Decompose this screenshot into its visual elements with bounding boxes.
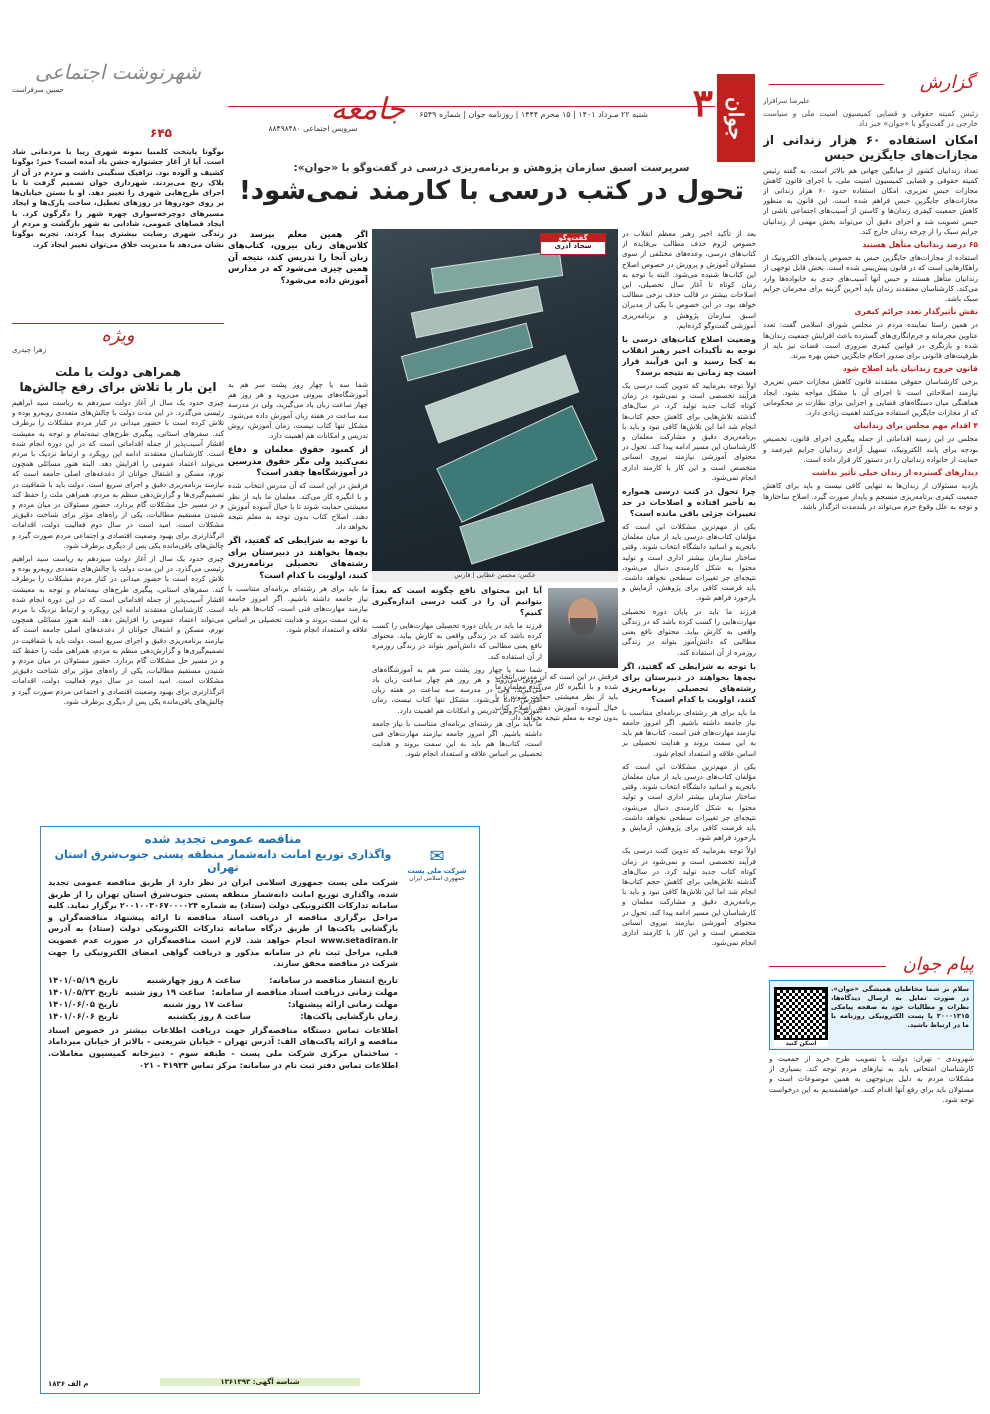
schedule-date: تاریخ ۱۴۰۱/۰۶/۰۵: [48, 998, 119, 1009]
messages-box-text: سلام بر شما مخاطبان همیشگی «جوان». در صورت تمایل به ارسال دیدگاه‌ها، نظرات و مطالبات خود به صفحه پیامکی ۳۰۰۰۱۳۱۵ یا پست الکترونیکی روزنامه با ما در ارتباط باشید.: [831, 985, 969, 1029]
report-headline[interactable]: امکان استفاده ۶۰ هزار زندانی از مجازات‌های جایگزین حبس: [763, 132, 978, 162]
logo-sub-text: جمهوری اسلامی ایران: [409, 875, 465, 882]
report-subhead: دیدارهای گسترده از زندان خیلی تأثیر نداشت: [811, 468, 978, 478]
schedule-time: ساعت ۱۷ روز شنبه: [163, 998, 244, 1009]
schedule-time: ساعت ۸ روز یکشنبه: [167, 1010, 251, 1021]
report-label: گزارش: [919, 72, 974, 93]
answer: فرزند ما باید در پایان دوره تحصیلی مهارت‌هایی را کسب کرده باشد که در زندگی واقعی به کارش بیاید. محتوای نافع یعنی مطالبی که دانش‌آموز بتواند در زندگی روزمره از آن استفاده کند.: [622, 606, 756, 657]
question: از کمبود حقوق معلمان و دفاع نمی‌کنید ولی مگر حقوق مدرسین در آموزشگاه‌ها چقدر است؟: [228, 444, 368, 478]
messages-rule: [769, 966, 886, 967]
note-paragraph: چیزی حدود یک سال از آغاز دولت سیزدهم به ریاست سید ابراهیم رئیسی می‌گذرد. در این مدت دولت با چالش‌های متعددی روبه‌رو بوده و تلاش کرده است با حضور میدانی در کنار مردم مشکلات را برطرف کند. سفرهای استانی، پیگیری طرح‌های نیمه‌تمام و توجه به معیشت اقشار آسیب‌پذیر از جمله اقداماتی است که در این دوره انجام شده است. کارشناسان معتقدند ادامه این رویکرد و ارتباط نزدیک با مردم می‌تواند اعتماد عمومی را افزایش دهد. البته هنوز مسائلی همچون تورم، مسکن و اشتغال جوانان از دغدغه‌های اصلی جامعه است که نیازمند برنامه‌ریزی دقیق و اجرای سریع است. دولت باید با شفافیت در تصمیم‌گیری‌ها و گزارش‌دهی منظم به مردم، همراهی ملت را حفظ کند و در مسیر حل مشکلات گام بردارد. حضور مسئولان در میان مردم و شنیدن مستقیم مطالبات، یکی از راه‌های مؤثر برای شناخت دقیق‌تر مشکلات است. امید است در سال دوم فعالیت دولت، اقدامات اثرگذارتری برای بهبود وضعیت اقتصادی و اجتماعی مردم صورت گیرد و چالش‌های باقی‌مانده یکی پس از دیگری برطرف شود.: [12, 554, 224, 706]
note-logo: ویژه: [101, 325, 135, 346]
report-paragraph: استفاده از مجازات‌های جایگزین حبس به خصوص پابندهای الکترونیک از راهکارهایی است که در قانون پیش‌بینی شده است. بخش قابل توجهی از زندانیان متأهل هستند و حبس آنها آسیب‌های جدی به خانواده‌ها وارد می‌کند. کارشناسان معتقدند زندان باید آخرین گزینه برای مجرمان جرایم سبک باشد.: [763, 253, 978, 304]
answer: ما باید برای هر رشته‌ای برنامه‌ای متناسب با نیاز جامعه داشته باشیم. اگر امروز جامعه نیازمند مهارت‌های فنی است، کتاب‌ها هم باید به این سمت بروند و هدایت تحصیلی بر اساس علاقه و استعداد انجام شود.: [622, 707, 756, 758]
book-shape: [431, 250, 563, 294]
answer: شما سه یا چهار روز پشت سر هم به آموزشگاه‌های بیرونی می‌روید و هر روز هم چهار ساعت زبان یاد می‌گیرید، ولی در مدرسه سه ساعت در هفته زبان آموزش داده می‌شود. مشکل تنها کتاب نیست، زمان آموزش، روش تدریس و امکانات هم اهمیت دارد.: [228, 380, 368, 441]
reader-messages-title: [769, 954, 974, 978]
tender-schedule-row: [48, 998, 398, 1010]
note-headline[interactable]: همراهی دولت با ملت این بار با تلاش برای رفع چالش‌ها: [19, 365, 217, 394]
note-author: زهرا چیذری: [12, 346, 47, 354]
schedule-label: زمان بازگشایی پاکت‌ها:: [300, 1010, 398, 1021]
report-subhead: ۴ اقدام مهم مجلس برای زندانیان: [853, 421, 978, 431]
tender-body: شرکت ملی پست جمهوری اسلامی ایران در نظر دارد از طریق مناقصه عمومی تجدید شده، واگذاری توزیع امانت دانه‌شمار منطقه پستی جنوب‌شرق استان تهران را از طریق سامانه تدارکات الکترونیکی دولت (ستاد) به شماره ۲۰۰۱۰۰۳۰۶۷۰۰۰۰۲۴ برگزار نماید. کلیه مراحل برگزاری مناقصه از دریافت اسناد مناقصه تا ارائه پیشنهاد مناقصه‌گران و بازگشایی پاکت‌ها از طریق درگاه سامانه تدارکات الکترونیکی دولت (ستاد) به آدرس www.setadiran.ir انجام خواهد شد. لازم است مناقصه‌گران در صورت عدم عضویت قبلی، مراحل ثبت نام در سامانه مذکور و دریافت گواهی امضای الکترونیکی را جهت شرکت در مناقصه محقق سازند.: [48, 878, 398, 969]
answer: ما باید برای هر رشته‌ای برنامه‌ای متناسب با نیاز جامعه داشته باشیم. اگر امروز جامعه نیازمند مهارت‌های فنی است، کتاب‌ها هم باید به این سمت بروند و هدایت تحصیلی بر اساس علاقه و استعداد انجام شود.: [372, 718, 542, 759]
portrait-beard: [570, 618, 596, 636]
left-sms-paragraph: بوگوتا پایتخت کلمبیا نمونه شهری زیبا با مردمانی شاد است. آیا از آغاز جشنواره جشن یاد آمده است؟ خیر؛ بوگوتا کشیف و آلوده بود. ترافیک سنگینی داشت و مردم در آن از پلاک رنج می‌بردند. شهرداری جوان تصمیم گرفت تا با اجرای طرح‌هایی شهری را تغییر دهد. او با بستن خیابان‌ها بر روی خودروها در روزهای تعطیل، ساخت پارک‌ها و ایجاد مسیرهای دوچرخه‌سواری چهره شهر را دگرگون کرد. با ایجاد فضاهای عمومی، شادابی به شهر بازگشت و مردم از زندگی شهری رضایت بیشتری پیدا کردند. تجربه بوگوتا نشان می‌دهد با مدیریت خلاق می‌توان تغییر ایجاد کرد.: [12, 147, 224, 249]
schedule-date: تاریخ ۱۴۰۱/۰۵/۲۲: [48, 986, 119, 997]
report-paragraph: مجلس در این زمینه اقداماتی از جمله پیگیری اجرای قانون، تخصیص بودجه برای پابند الکترونیک، تسهیل آزادی زندانیان جرایم غیرعمد و حمایت از خانواده زندانیان را در دستور کار قرار داده است.: [763, 434, 978, 464]
question: با توجه به شرایطی که گفتید، اگر بچه‌ها بخواهند در دبیرستان برای رشته‌های تحصیلی برنامه‌ریزی کنند، اولویت با کدام است؟: [622, 661, 756, 704]
reader-message-body: [769, 1054, 974, 1224]
answer: یکی از مهم‌ترین مشکلات این است که مؤلفان کتاب‌های درسی باید از میان معلمان باتجربه و اساتید دانشگاه انتخاب شوند. وقتی ساختار سازمان بیشتر اداری است و تولید محتوا به شکل کارمندی دنبال می‌شود، نتیجه‌ای جز تغییرات سطحی نخواهد داشت. باید فرصت کافی برای پژوهش، آزمایش و بازخورد فراهم شود.: [622, 761, 756, 843]
schedule-label: تاریخ انتشار مناقصه در سامانه:: [269, 974, 398, 985]
left-column-title: [12, 60, 224, 100]
article-headline[interactable]: تحول در کتب درسی با کارمند نمی‌شود!: [238, 176, 745, 206]
question: آیا این محتوای نافع چگونه است که بعداً بتوانیم آن را در کتب درسی اندازه‌گیری کنیم؟: [372, 586, 542, 617]
qr-code-icon[interactable]: [774, 987, 828, 1041]
reader-message: شهروندی - تهران: دولت با تصویب طرح خرید از جمعیت و کارشناسان امتحانی باید به نیازهای مردم توجه کند. بسیاری از مشکلات مردم به دلیل بی‌توجهی به همین موضوعات است و مسئولان باید برای رفع آنها اقدام کنند. خواهشمندیم به این درخواست توجه شود.: [769, 1054, 974, 1104]
answer: فرقش در این است که آن مدرس انتخاب شده و با انگیزه کار می‌کند. معلمان ما باید از نظر معیشتی حمایت شوند تا با خیال آسوده آموزش دهند. اصلاح کتاب بدون توجه به معلم نتیجه نخواهد داد.: [495, 672, 618, 722]
report-tag: [769, 72, 974, 94]
answer: اولاً توجه بفرمایید که تدوین کتب درسی یک فرآیند تخصصی است و نمی‌شود در زمان کوتاه کتاب جدید تولید کرد. در سال‌های گذشته تلاش‌هایی برای کاهش حجم کتاب‌ها انجام شد اما این تلاش‌ها کافی نبود و باید با برنامه‌ریزی دقیق و مشارکت معلمان و کارشناسان این مسیر ادامه پیدا کند. تحول در محتوای آموزشی نیازمند نیروی انسانی متخصص است و این کار با کارمند اداری انجام نمی‌شود.: [622, 381, 756, 482]
report-author: علیرضا سرافراز: [763, 97, 810, 105]
report-subhead: قانون خروج زندانیان باید اصلاح شود: [842, 364, 978, 374]
note-title: [12, 325, 224, 365]
item-number: ۶۴۵: [150, 126, 172, 140]
schedule-time: ساعت ۱۹ روز شنبه: [124, 986, 205, 997]
reader-messages-box: [769, 980, 974, 1050]
schedule-label: مهلت زمانی ارائه پیشنهاد:: [287, 998, 398, 1009]
report-rule: [769, 84, 884, 85]
report-subhead: نقش تأثیرگذار تعدد جرائم کیفری: [854, 307, 978, 317]
tender-footer: اطلاعات تماس دستگاه مناقصه‌گزار جهت دریافت اطلاعات بیشتر در خصوص اسناد مناقصه و ارائه پاکت‌های الف: آدرس تهران - خیابان شریعتی - بالاتر از خیابان میرداماد - ساختمان مرکزی شرکت ملی پست - طبقه سوم - دبیرخانه کمیسیون معاملات. اطلاعات تماس دفتر ثبت نام در سامانه: مرکز تماس ۴۱۹۳۴ - ۰۲۱: [48, 1024, 398, 1070]
tender-title: مناقصه عمومی تجدید شده: [144, 832, 302, 846]
note-paragraph: چیزی حدود یک سال از آغاز دولت سیزدهم به ریاست سید ابراهیم رئیسی می‌گذرد. در این مدت دولت با چالش‌های متعددی روبه‌رو بوده و تلاش کرده است با حضور میدانی در کنار مردم مشکلات را برطرف کند. سفرهای استانی، پیگیری طرح‌های نیمه‌تمام و توجه به معیشت اقشار آسیب‌پذیر از جمله اقداماتی است که در این دوره انجام شده است. کارشناسان معتقدند ادامه این رویکرد و ارتباط نزدیک با مردم می‌تواند اعتماد عمومی را افزایش دهد. البته هنوز مسائلی همچون تورم، مسکن و اشتغال جوانان از دغدغه‌های اصلی جامعه است که نیازمند برنامه‌ریزی دقیق و اجرای سریع است. دولت باید با شفافیت در تصمیم‌گیری‌ها و گزارش‌دهی منظم به مردم، همراهی ملت را حفظ کند و در مسیر حل مشکلات گام بردارد. حضور مسئولان در میان مردم و شنیدن مستقیم مطالبات، یکی از راه‌های مؤثر برای شناخت دقیق‌تر مشکلات است. امید است در سال دوم فعالیت دولت، اقدامات اثرگذارتری برای بهبود وضعیت اقتصادی و اجتماعی مردم صورت گیرد و چالش‌های باقی‌مانده یکی پس از دیگری برطرف شود.: [12, 398, 224, 550]
left-sms-text: [12, 147, 224, 323]
page-number: ۳: [692, 80, 713, 125]
interview-tag: [540, 233, 606, 255]
answer: ما باید برای هر رشته‌ای برنامه‌ای متناسب با نیاز جامعه داشته باشیم. اگر امروز جامعه نیازمند مهارت‌های فنی است، کتاب‌ها هم باید به این سمت بروند و هدایت تحصیلی بر اساس علاقه و استعداد انجام شود.: [228, 584, 368, 634]
report-paragraph: برخی کارشناسان حقوقی معتقدند قانون کاهش مجازات حبس تعزیری نیازمند اصلاحاتی است تا اجرای آن با مشکل مواجه نشود. ایجاد هماهنگی میان دستگاه‌های قضایی و اجرایی برای نظارت بر محکومانی که از مجازات جایگزین استفاده می‌کنند اهمیت زیادی دارد.: [763, 377, 978, 418]
masthead-rule: [228, 106, 715, 107]
article-column-1: [622, 229, 756, 1339]
newspaper-logo[interactable]: جوان: [717, 74, 755, 162]
post-logo-icon: ✉: [429, 846, 445, 867]
note-body: [12, 398, 224, 822]
question: اگر همین معلم بپرسد در کلاس‌های زبان بیرون، کتاب‌های زبان آنجا را تدریس کند، نتیجه آن همین چیزی می‌شود که در مدارس آموزش داده می‌شود؟: [228, 229, 368, 285]
question: با توجه به شرایطی که گفتید، اگر بچه‌ها بخواهند در دبیرستان برای رشته‌های تحصیلی برنامه‌ریزی کنند، اولویت با کدام است؟: [228, 535, 368, 580]
schedule-time: ساعت ۸ روز چهارشنبه: [146, 974, 241, 985]
tender-schedule-row: [48, 974, 398, 986]
section-title: جامعه: [330, 92, 405, 127]
answer: شما سه یا چهار روز پشت سر هم به آموزشگاه‌های بیرونی می‌روید و هر روز هم چهار ساعت زبان یاد می‌گیرید، ولی در مدرسه سه ساعت در هفته زبان آموزش داده می‌شود. مشکل تنها کتاب نیست، زمان آموزش، روش تدریس و امکانات هم اهمیت دارد.: [372, 664, 542, 715]
interviewee-portrait: [548, 588, 618, 668]
report-subhead: ۶۵ درصد زندانیان متأهل هستند: [862, 240, 978, 250]
interview-label: گفت‌وگو: [541, 234, 605, 242]
schedule-date: تاریخ ۱۴۰۱/۰۵/۱۹: [48, 974, 119, 985]
tender-ad-content: [48, 832, 398, 1387]
answer: فرزند ما باید در پایان دوره تحصیلی مهارت‌هایی را کسب کرده باشد که در زندگی واقعی به کارش بیاید. محتوای نافع یعنی مطالبی که دانش‌آموز بتواند در زندگی روزمره از آن استفاده کند.: [372, 621, 542, 661]
report-paragraph: در همین راستا نماینده مردم در مجلس شورای اسلامی گفت: تعدد عناوین مجرمانه و جرم‌انگاری‌های گسترده باعث افزایش جمعیت زندان‌ها شده و بازنگری در قوانین کیفری ضروری است. قضات نیز باید از ظرفیت‌های قانونی برای صدور احکام جایگزین حبس بهره ببرند.: [763, 320, 978, 361]
schedule-date: تاریخ ۱۴۰۱/۰۶/۰۶: [48, 1010, 119, 1021]
qr-label: اسکن کنید: [774, 1040, 828, 1047]
desk-info: سرویس اجتماعی ۸۸۴۹۸۴۸۰: [268, 124, 358, 133]
article-column-3: [228, 229, 368, 379]
report-lead: رئیس کمیته حقوقی و قضایی کمیسیون امنیت ملی و سیاست خارجی در گفت‌وگو با «جوان» خبر داد: [763, 109, 978, 129]
report-paragraph: تعداد زندانیان کشور از میانگین جهانی هم بالاتر است. به گفته رئیس کمیته حقوقی و قضایی کمیسیون امنیت ملی، با اجرای قانون کاهش مجازات حبس تعزیری، امکان استفاده حدود ۶۰ هزار زندانی از مجازات‌های جایگزین حبس فراهم شده است. این قانون به منظور کاهش جمعیت کیفری زندان‌ها و کاستن از آسیب‌های اجتماعی ناشی از حبس تصویب شد و اجرای دقیق آن می‌تواند بخش مهمی از زندانیان جرایم سبک را از چرخه زندان خارج کند.: [763, 165, 978, 236]
left-section-logo: شهرنوشت اجتماعی: [35, 60, 201, 84]
notice-code: م الف ۱۸۳۶: [48, 1380, 89, 1388]
answer: اولاً توجه بفرمایید که تدوین کتب درسی یک فرآیند تخصصی است و نمی‌شود در زمان کوتاه کتاب جدید تولید کرد. در سال‌های گذشته تلاش‌هایی برای کاهش حجم کتاب‌ها انجام شد اما این تلاش‌ها کافی نبود و باید با برنامه‌ریزی دقیق و مشارکت معلمان و کارشناسان این مسیر ادامه پیدا کند. تحول در محتوای آموزشی نیازمند نیروی انسانی متخصص است و این کار با کارمند اداری انجام نمی‌شود.: [622, 846, 756, 948]
left-divider: [12, 323, 224, 324]
answer: فرقش در این است که آن مدرس انتخاب شده و با انگیزه کار می‌کند. معلمان ما باید از نظر معیشتی حمایت شوند تا با خیال آسوده آموزش دهند. اصلاح کتاب بدون توجه به معلم نتیجه نخواهد داد.: [228, 481, 368, 532]
textbooks-photo: [372, 229, 618, 571]
schedule-label: مهلت زمانی دریافت اسناد مناقصه از سامانه:: [211, 986, 398, 997]
messages-label: پیام جوان: [902, 954, 974, 975]
post-company-logo: [404, 846, 470, 890]
tender-schedule-row: [48, 1010, 398, 1022]
article-column-3-body: [228, 380, 368, 830]
photo-credit: عکس: محسن عطایی | فارس: [372, 571, 618, 582]
masthead: [228, 74, 755, 166]
answer: یکی از مهم‌ترین مشکلات این است که مؤلفان کتاب‌های درسی باید از میان معلمان باتجربه و اساتید دانشگاه انتخاب شوند. وقتی ساختار سازمان بیشتر اداری است و تولید محتوا به شکل کارمندی دنبال می‌شود، نتیجه‌ای جز تغییرات سطحی نخواهد داشت. باید فرصت کافی برای پژوهش، آزمایش و بازخورد فراهم شود.: [622, 522, 756, 603]
report-paragraph: بازدید مسئولان از زندان‌ها به تنهایی کافی نیست و باید برای کاهش جمعیت کیفری برنامه‌ریزی منسجم و پایدار صورت گیرد. اصلاح ساختارها و توجه به علل وقوع جرم می‌تواند در بلندمدت اثرگذار باشد.: [763, 481, 978, 511]
article-kicker: سرپرست اسبق سازمان پژوهش و برنامه‌ریزی درسی در گفت‌وگو با «جوان»:: [293, 162, 690, 174]
reporter-name: سجاد آذری: [554, 242, 592, 250]
left-author: حسین سرفراست: [12, 86, 64, 94]
tender-subtitle: واگذاری توزیع امانت دانه‌شمار منطقه پستی جنوب‌شرق استان تهران: [54, 848, 392, 874]
article-column-2-mid: [372, 585, 542, 825]
notice-id: شناسه آگهی: ۱۳۶۱۳۹۳: [160, 1378, 360, 1386]
tender-schedule-row: [48, 986, 398, 998]
logo-main-text: شرکت ملی پست: [407, 867, 467, 875]
article-intro: بعد از تأکید اخیر رهبر معظم انقلاب در خصوص لزوم حذف مطالب بی‌فایده از کتاب‌های درسی، وعده‌های مختلفی از سوی مسئولان آموزش و پرورش در خصوص اصلاح این کتاب‌ها شنیده می‌شود. البته با توجه به زمان کوتاه تا آغاز سال تحصیلی، این اصلاحات بیشتر در قالب حذف برخی مطالب خواهد بود. در این خصوص با یکی از مدیران اسبق سازمان پژوهش و برنامه‌ریزی آموزشی گفت‌وگو کرده‌ایم.: [622, 229, 756, 330]
issue-info: شنبه ۲۲ مـرداد ۱۴۰۱ | ۱۵ محرم ۱۴۴۴ | روزنامه جوان | شماره ۶۵۴۹: [419, 110, 648, 119]
tender-schedule: [48, 974, 398, 1022]
question: چرا تحول در کتب درسی همواره به تأخیر افتاده و اصلاحات در حد تغییرات جزئی باقی مانده است؟: [622, 487, 756, 519]
report-column: [763, 96, 978, 954]
question: وضعیت اصلاح کتاب‌های درسی با توجه به تأکیدات اخیر رهبر انقلاب به کجا رسید و این فرآیند قرار است چه زمانی به نتیجه برسد؟: [622, 335, 756, 378]
